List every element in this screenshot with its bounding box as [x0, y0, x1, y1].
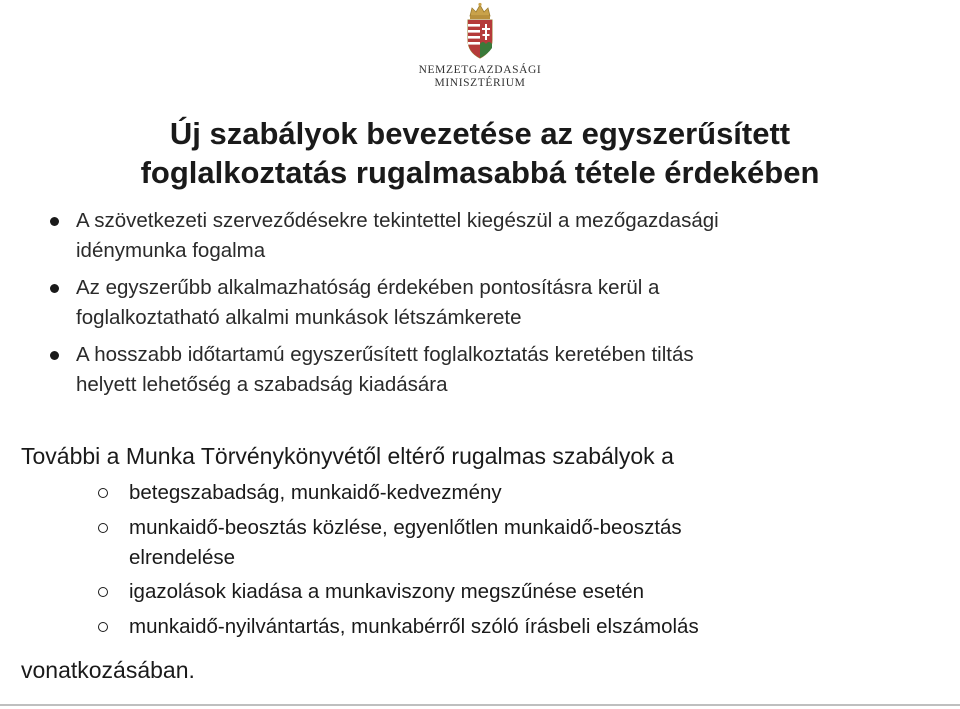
list-item: [97, 612, 917, 642]
coat-of-arms-icon: [463, 2, 497, 62]
bullet-text-line1: Az egyszerűbb alkalmazhatóság érdekében pontosításra kerül a: [76, 276, 660, 299]
bullet-text-line2: foglalkoztatható alkalmi munkások létszámkerete: [76, 306, 522, 329]
ministry-logo: [418, 0, 542, 96]
list-item: [97, 577, 917, 607]
circle-bullet-icon: [98, 523, 108, 533]
lead-sentence: További a Munka Törvénykönyvétől eltérő rugalmas szabályok a: [21, 443, 674, 469]
circle-bullet-icon: [98, 622, 108, 632]
title-line1: Új szabályok bevezetése az egyszerűsített: [169, 116, 791, 151]
list-item: [97, 478, 917, 508]
list-item: [46, 340, 926, 400]
bullet-text-line2: helyett lehetőség a szabadság kiadására: [76, 373, 448, 396]
circle-bullet-icon: [98, 587, 108, 597]
bullet-text-line1: A hosszabb időtartamú egyszerűsített foglalkoztatás keretében tiltás: [76, 343, 694, 366]
title-line2: foglalkoztatás rugalmasabbá tétele érdekében: [140, 155, 820, 190]
sub-text-line1: munkaidő-beosztás közlése, egyenlőtlen munkaidő-beosztás: [129, 515, 682, 539]
footer-divider: [0, 704, 960, 706]
page-title: [40, 114, 920, 192]
bullet-dot-icon: [50, 284, 59, 293]
sub-text-line1: igazolások kiadása a munkaviszony megszűnése esetén: [129, 580, 645, 603]
bullet-list: [46, 206, 926, 407]
bullet-text-line2: idénymunka fogalma: [76, 239, 266, 262]
logo-text-line2: MINISZTÉRIUM: [434, 77, 526, 89]
sub-text-line1: betegszabadság, munkaidő-kedvezmény: [129, 481, 502, 504]
bullet-text-line1: A szövetkezeti szerveződésekre tekintettel kiegészül a mezőgazdasági: [76, 209, 719, 232]
bullet-dot-icon: [50, 217, 59, 226]
sub-text-line1: munkaidő-nyilvántartás, munkabérről szóló írásbeli elszámolás: [129, 614, 699, 638]
list-item: [46, 273, 926, 333]
circle-bullet-icon: [98, 488, 108, 498]
sub-list: [97, 478, 917, 646]
list-item: [46, 206, 926, 266]
list-item: [97, 513, 917, 573]
sub-text-line2: elrendelése: [129, 545, 235, 569]
bullet-dot-icon: [50, 351, 59, 360]
logo-text-line1: NEMZETGAZDASÁGI: [418, 64, 542, 76]
closing-word: vonatkozásában.: [21, 657, 195, 683]
